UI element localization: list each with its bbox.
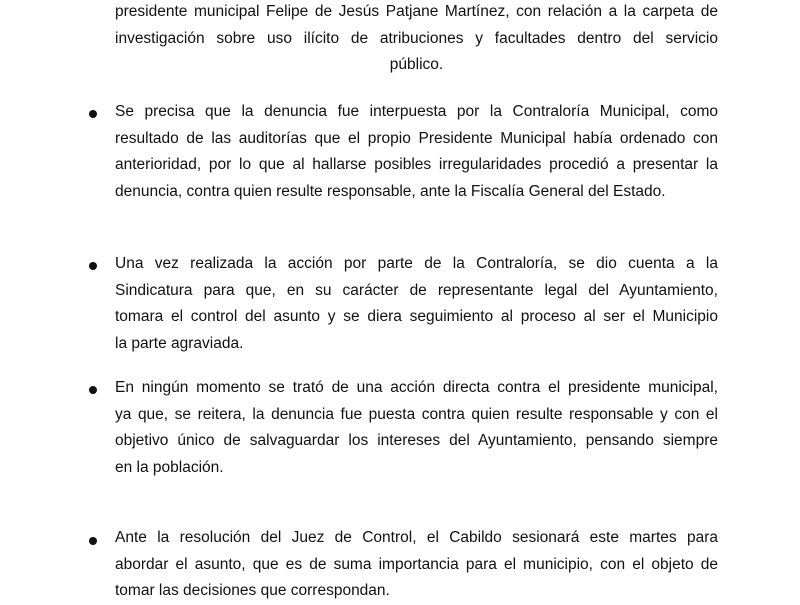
bullet-line: en la población. <box>115 458 224 476</box>
bullet-line: Ante la resolución del Juez de Control, el Cabildo sesionará este martes para <box>115 529 718 546</box>
bullet-line: tomara el control del asunto y se diera seguimiento al proceso al ser el Municipio <box>115 308 718 325</box>
intro-line: investigación sobre uso ilícito de atribuciones y facultades dentro del servicio <box>115 29 718 47</box>
intro-line: presidente municipal Felipe de Jesús Patjane Martínez, con relación a la carpeta de <box>115 3 718 20</box>
bullet-line: objetivo único de salvaguardar los intereses del Ayuntamiento, pensando siempre <box>115 432 718 449</box>
bullet-line: tomar las decisiones que correspondan. <box>115 582 390 599</box>
bullet-line: la parte agraviada. <box>115 334 244 352</box>
bullet-marker <box>89 262 97 270</box>
bullet-paragraph-2 <box>115 251 718 357</box>
intro-line: público. <box>389 56 444 73</box>
bullet-marker <box>89 386 97 394</box>
bullet-line: Se precisa que la denuncia fue interpuesta por la Contraloría Municipal, como <box>115 103 718 120</box>
intro-paragraph <box>115 0 718 79</box>
bullet-line: denuncia, contra quien resulte responsable, ante la Fiscalía General del Estado. <box>115 182 666 200</box>
bullet-line: Sindicatura para que, en su carácter de representante legal del Ayuntamiento, <box>115 281 718 299</box>
bullet-marker <box>89 537 97 545</box>
bullet-paragraph-1 <box>115 99 718 205</box>
bullet-line: abordar el asunto, que es de suma importancia para el municipio, con el objeto de <box>115 555 718 573</box>
bullet-line: resultado de las auditorías que el propio Presidente Municipal había ordenado con <box>115 129 718 147</box>
bullet-paragraph-3 <box>115 375 718 481</box>
bullet-paragraph-4 <box>115 525 718 605</box>
bullet-line: ya que, se reitera, la denuncia fue puesta contra quien resulte responsable y con el <box>115 405 718 423</box>
bullet-marker <box>89 110 97 118</box>
bullet-line: En ningún momento se trató de una acción directa contra el presidente municipal, <box>115 379 718 396</box>
bullet-line: anterioridad, por lo que al hallarse posibles irregularidades procedió a presentar la <box>115 156 718 173</box>
bullet-line: Una vez realizada la acción por parte de la Contraloría, se dio cuenta a la <box>115 255 718 272</box>
